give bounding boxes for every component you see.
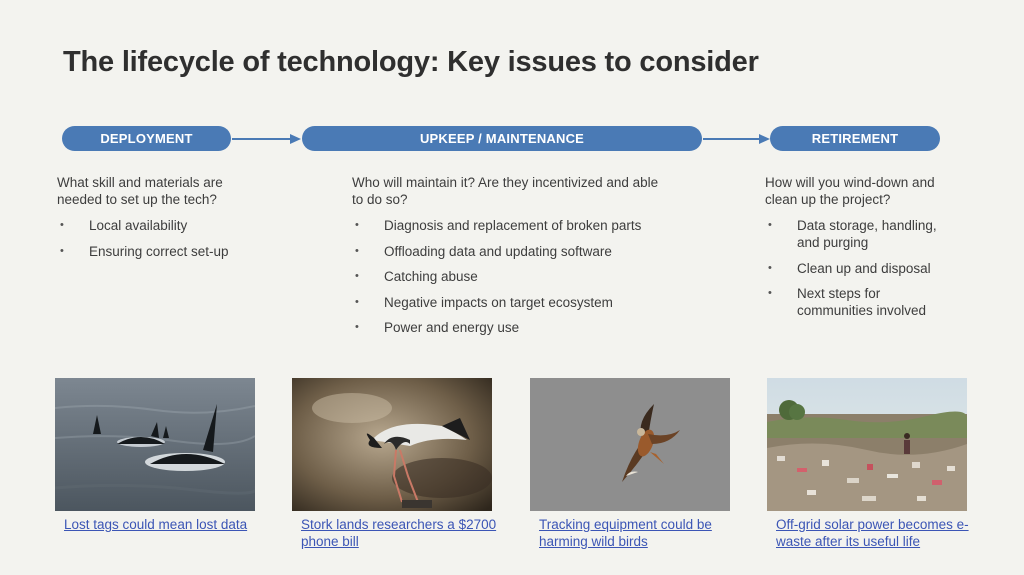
orcas-photo [55, 378, 255, 511]
list-item: • Power and energy use [352, 319, 672, 336]
arrow-right-icon [232, 131, 302, 147]
list-item: • Diagnosis and replacement of broken parts [352, 217, 672, 234]
upkeep-bullets [352, 217, 672, 336]
deployment-question: What skill and materials are needed to set up the tech? [57, 175, 223, 207]
stage-pill-retirement: RETIREMENT [770, 126, 940, 151]
retirement-question: How will you wind-down and clean up the project? [765, 175, 935, 207]
deployment-bullets [57, 217, 257, 260]
retirement-bullets [765, 217, 955, 319]
arrow-right-icon [703, 131, 771, 147]
upkeep-column [352, 174, 672, 345]
article-link-stork[interactable]: Stork lands researchers a $2700 phone bill [301, 517, 497, 549]
list-item: • Catching abuse [352, 268, 672, 285]
retirement-column [765, 174, 955, 328]
article-link-solar[interactable]: Off-grid solar power becomes e-waste after its useful life [776, 517, 969, 549]
stage-pill-upkeep: UPKEEP / MAINTENANCE [302, 126, 702, 151]
waste-dump-photo [767, 378, 967, 511]
list-item: • Clean up and disposal [765, 260, 955, 277]
list-item: • Data storage, handling, and purging [765, 217, 955, 251]
stork-photo [292, 378, 492, 511]
list-item: • Next steps for communities involved [765, 285, 955, 319]
article-link-orcas[interactable]: Lost tags could mean lost data [64, 517, 248, 532]
list-item: • Ensuring correct set-up [57, 243, 257, 260]
article-link-birds[interactable]: Tracking equipment could be harming wild birds [539, 517, 712, 549]
upkeep-question: Who will maintain it? Are they incentivized and able to do so? [352, 175, 659, 207]
stage-pill-deployment: DEPLOYMENT [62, 126, 231, 151]
deployment-column [57, 174, 257, 268]
slide-title: The lifecycle of technology: Key issues to consider [63, 46, 759, 78]
list-item: • Local availability [57, 217, 257, 234]
list-item: • Negative impacts on target ecosystem [352, 294, 672, 311]
bird-photo [530, 378, 730, 511]
list-item: • Offloading data and updating software [352, 243, 672, 260]
